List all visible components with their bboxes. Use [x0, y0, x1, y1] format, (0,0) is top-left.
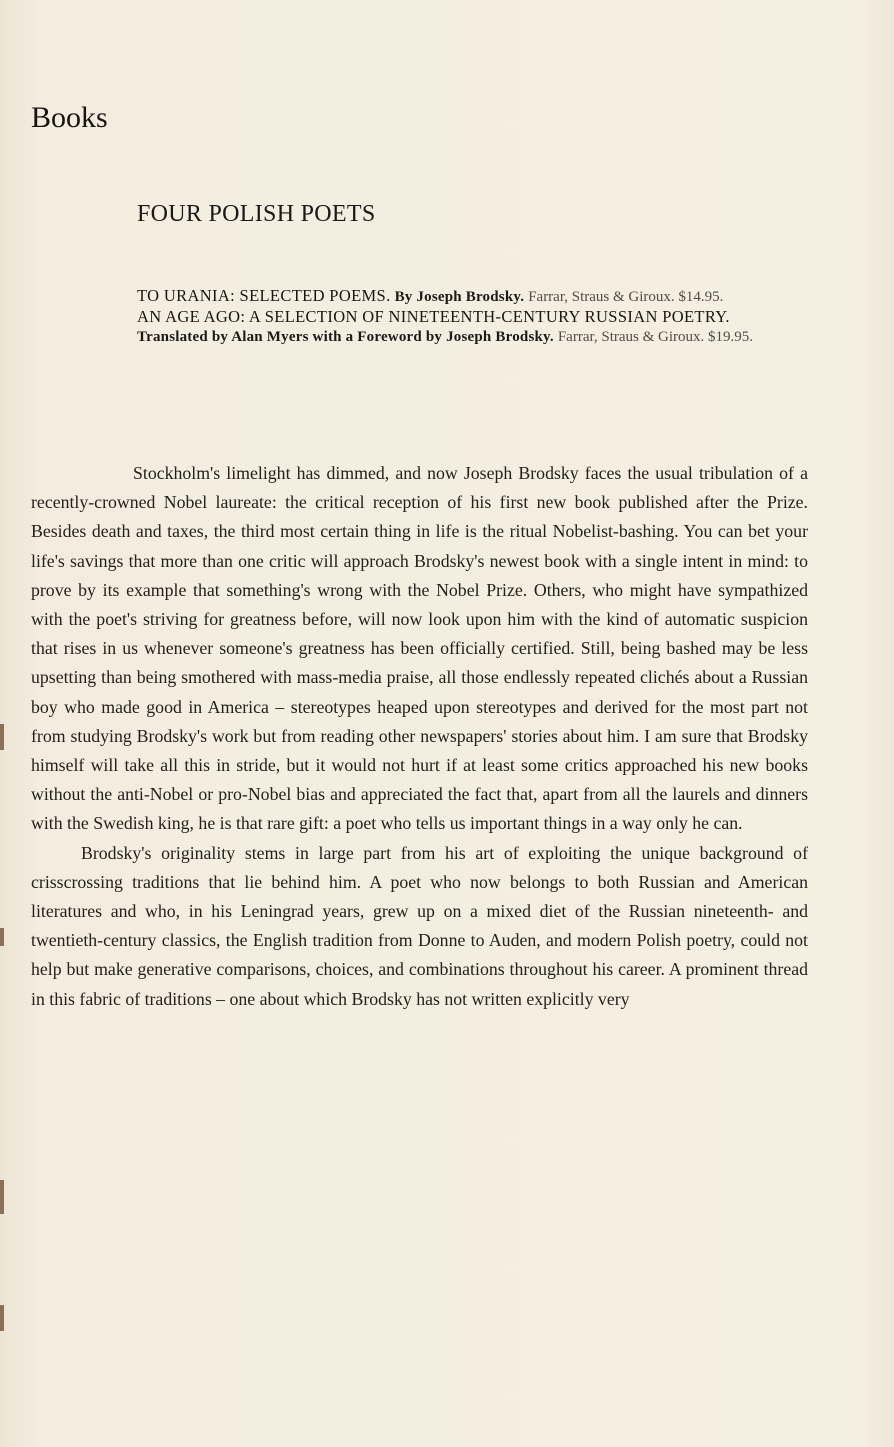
page-edge-mark [0, 1305, 4, 1331]
article-title: FOUR POLISH POETS [137, 201, 376, 227]
page-edge-mark [0, 1180, 4, 1214]
citation-title: AN AGE AGO: A SELECTION OF NINETEENTH-CENTURY RUSSIAN POETRY. [137, 307, 730, 326]
citation-publisher: Farrar, Straus & Giroux. $14.95. [528, 289, 724, 305]
citation-credits: By Joseph Brodsky. [394, 289, 525, 305]
article-paragraph: Brodsky's originality stems in large part from his art of exploiting the unique background of crisscrossing traditions that lie behind him. A poet who now belongs to both Russian and American literatures and who, in his Leningrad years, grew up on a mixed diet of the Russian nineteenth- and twentieth-century classics, the English tradition from Donne to Auden, and modern Polish poetry, could not help but make generative comparisons, choices, and combinations throughout his career. A prominent thread in this fabric of traditions – one about which Brodsky has not written explicitly very [31, 842, 808, 1009]
page-edge-mark [0, 724, 4, 750]
citation-credits: Translated by Alan Myers with a Foreword by Joseph Brodsky. [137, 329, 554, 345]
page-edge-mark [0, 928, 4, 946]
citation-item [137, 307, 797, 347]
article-body [31, 459, 808, 1014]
citation-publisher: Farrar, Straus & Giroux. $19.95. [557, 329, 754, 345]
article-paragraph: Stockholm's limelight has dimmed, and now Joseph Brodsky faces the usual tribulation of a recently-crowned Nobel laureate: the critical reception of his first new book published after the Prize. Besides death and taxes, the third most certain thing in life is the ritual Nobelist-bashing. You can bet your life's savings that more than one critic will approach Brodsky's newest book with a single intent in mind: to prove by its example that something's wrong with the Nobel Prize. Others, who might have sympathized with the poet's striving for greatness before, will now look upon him with the kind of automatic suspicion that rises in us whenever someone's greatness has been officially certified. Still, being bashed may be less upsetting than being smothered with mass-media praise, all those endlessly repeated clichés about a Russian boy who made good in America – stereotypes heaped upon stereotypes and derived for the most part not from studying Brodsky's work but from reading other newspapers' stories about him. I am sure that Brodsky himself will take all this in stride, but it would not hurt if at least some critics approached his new books without the anti-Nobel or pro-Nobel bias and appreciated the fact that, apart from all the laurels and dinners with the Swedish king, he is that rare gift: a poet who tells us important things in a way only he can. [31, 463, 808, 834]
citation-title: TO URANIA: SELECTED POEMS. [137, 286, 391, 305]
citation-list [137, 286, 797, 347]
citation-item [137, 286, 797, 307]
section-title: Books [31, 101, 108, 134]
